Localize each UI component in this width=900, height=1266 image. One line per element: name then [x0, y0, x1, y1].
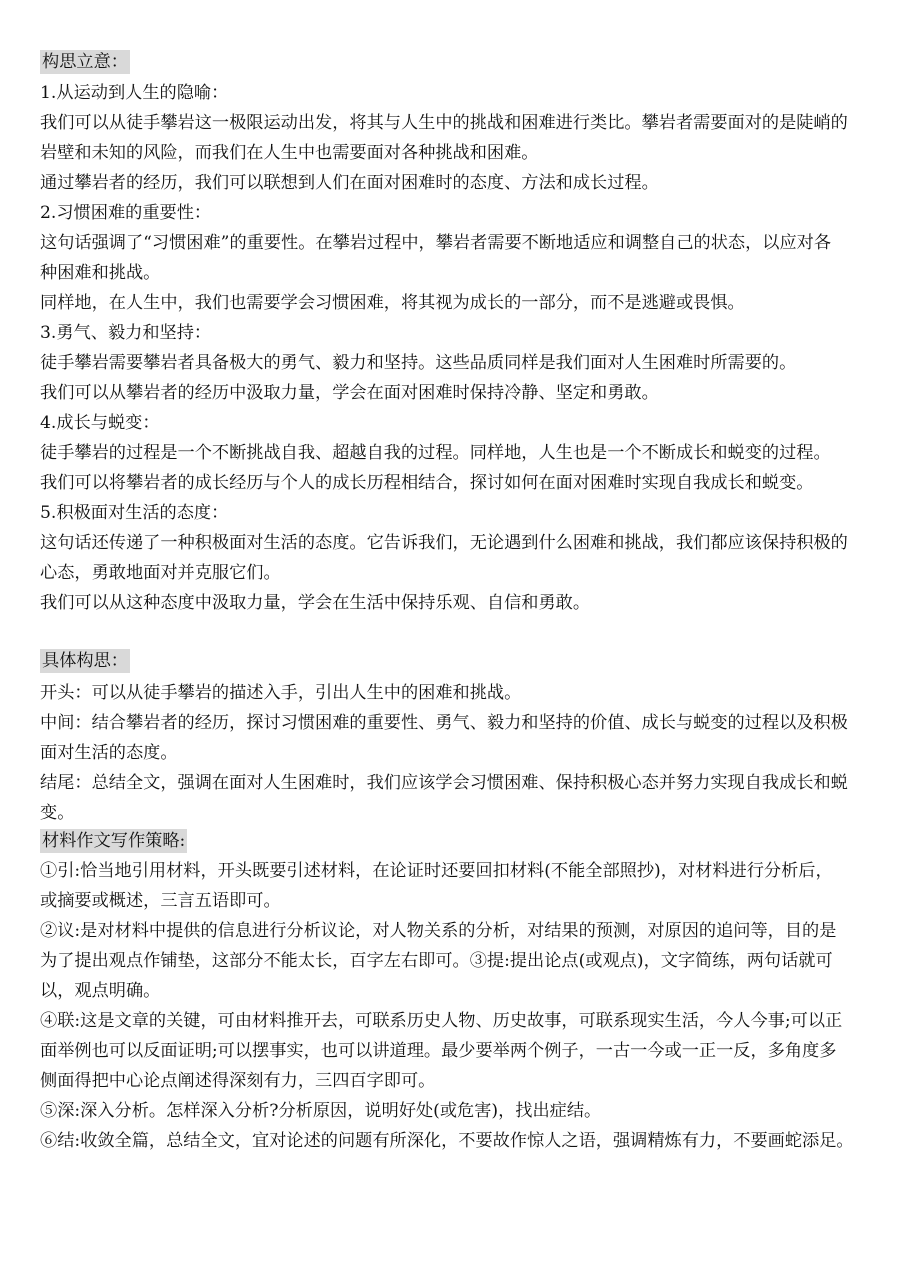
- paragraph-line: 我们可以从攀岩者的经历中汲取力量，学会在面对困难时保持冷静、坚定和勇敢。: [40, 383, 659, 403]
- paragraph-line: 我们可以将攀岩者的成长经历与个人的成长历程相结合，探讨如何在面对困难时实现自我成长和蜕变。: [40, 473, 814, 493]
- paragraph-line: 种困难和挑战。: [40, 263, 161, 283]
- paragraph-line: 我们可以从徒手攀岩这一极限运动出发，将其与人生中的挑战和困难进行类比。攀岩者需要面对的是陡峭的: [40, 113, 848, 133]
- paragraph-line: 这句话强调了“习惯困难”的重要性。在攀岩过程中，攀岩者需要不断地适应和调整自己的状态，以应对各: [40, 233, 832, 253]
- paragraph-line: 开头：可以从徒手攀岩的描述入手，引出人生中的困难和挑战。: [40, 683, 522, 703]
- paragraph-line: 结尾：总结全文，强调在面对人生困难时，我们应该学会习惯困难、保持积极心态并努力实现自我成长和蜕: [40, 773, 848, 793]
- paragraph-line: 面举例也可以反面证明;可以摆事实，也可以讲道理。最少要举两个例子，一古一今或一正一反，多角度多: [40, 1041, 837, 1061]
- paragraph-line: 我们可以从这种态度中汲取力量，学会在生活中保持乐观、自信和勇敢。: [40, 593, 591, 613]
- point-heading: 3.勇气、毅力和坚持：: [40, 323, 212, 343]
- paragraph-line: 面对生活的态度。: [40, 743, 178, 763]
- point-heading: 5.积极面对生活的态度：: [40, 503, 229, 523]
- point-heading: 2.习惯困难的重要性：: [40, 203, 212, 223]
- paragraph-line: ④联:这是文章的关键，可由材料推开去，可联系历史人物、历史故事，可联系现实生活，今人今事;可以正: [40, 1011, 843, 1031]
- paragraph-line: 岩壁和未知的风险，而我们在人生中也需要面对各种挑战和困难。: [40, 143, 539, 163]
- section-heading-outline: 具体构思：: [42, 651, 128, 671]
- paragraph-line: ⑥结:收敛全篇，总结全文，宜对论述的问题有所深化，不要故作惊人之语，强调精炼有力，不要画蛇添足。: [40, 1131, 854, 1151]
- paragraph-line: 为了提出观点作铺垫，这部分不能太长，百字左右即可。③提:提出论点(或观点)，文字简练，两句话就可: [40, 951, 833, 971]
- paragraph-line: ①引:恰当地引用材料，开头既要引述材料，在论证时还要回扣材料(不能全部照抄)，对材料进行分析后，: [40, 861, 833, 881]
- paragraph-line: 变。: [40, 803, 75, 823]
- paragraph-line: 这句话还传递了一种积极面对生活的态度。它告诉我们，无论遇到什么困难和挑战，我们都应该保持积极的: [40, 533, 848, 553]
- paragraph-line: 通过攀岩者的经历，我们可以联想到人们在面对困难时的态度、方法和成长过程。: [40, 173, 659, 193]
- section-heading-conception: 构思立意：: [42, 52, 128, 72]
- paragraph-line: 徒手攀岩需要攀岩者具备极大的勇气、毅力和坚持。这些品质同样是我们面对人生困难时所需要的。: [40, 353, 797, 373]
- paragraph-line: ②议:是对材料中提供的信息进行分析议论，对人物关系的分析，对结果的预测，对原因的追问等，目的是: [40, 921, 837, 941]
- paragraph-line: 以，观点明确。: [40, 981, 161, 1001]
- paragraph-line: 徒手攀岩的过程是一个不断挑战自我、超越自我的过程。同样地，人生也是一个不断成长和蜕变的过程。: [40, 443, 831, 463]
- section-heading-strategy: 材料作文写作策略:: [42, 831, 186, 851]
- paragraph-line: ⑤深:深入分析。怎样深入分析?分析原因，说明好处(或危害)，找出症结。: [40, 1101, 602, 1121]
- paragraph-line: 中间：结合攀岩者的经历，探讨习惯困难的重要性、勇气、毅力和坚持的价值、成长与蜕变的过程以及积极: [40, 713, 848, 733]
- point-heading: 4.成长与蜕变：: [40, 413, 160, 433]
- paragraph-line: 或摘要或概述，三言五语即可。: [40, 891, 281, 911]
- paragraph-line: 同样地，在人生中，我们也需要学会习惯困难，将其视为成长的一部分，而不是逃避或畏惧。: [40, 293, 745, 313]
- point-heading: 1.从运动到人生的隐喻：: [40, 83, 229, 103]
- paragraph-line: 侧面得把中心论点阐述得深刻有力，三四百字即可。: [40, 1071, 436, 1091]
- paragraph-line: 心态，勇敢地面对并克服它们。: [40, 563, 281, 583]
